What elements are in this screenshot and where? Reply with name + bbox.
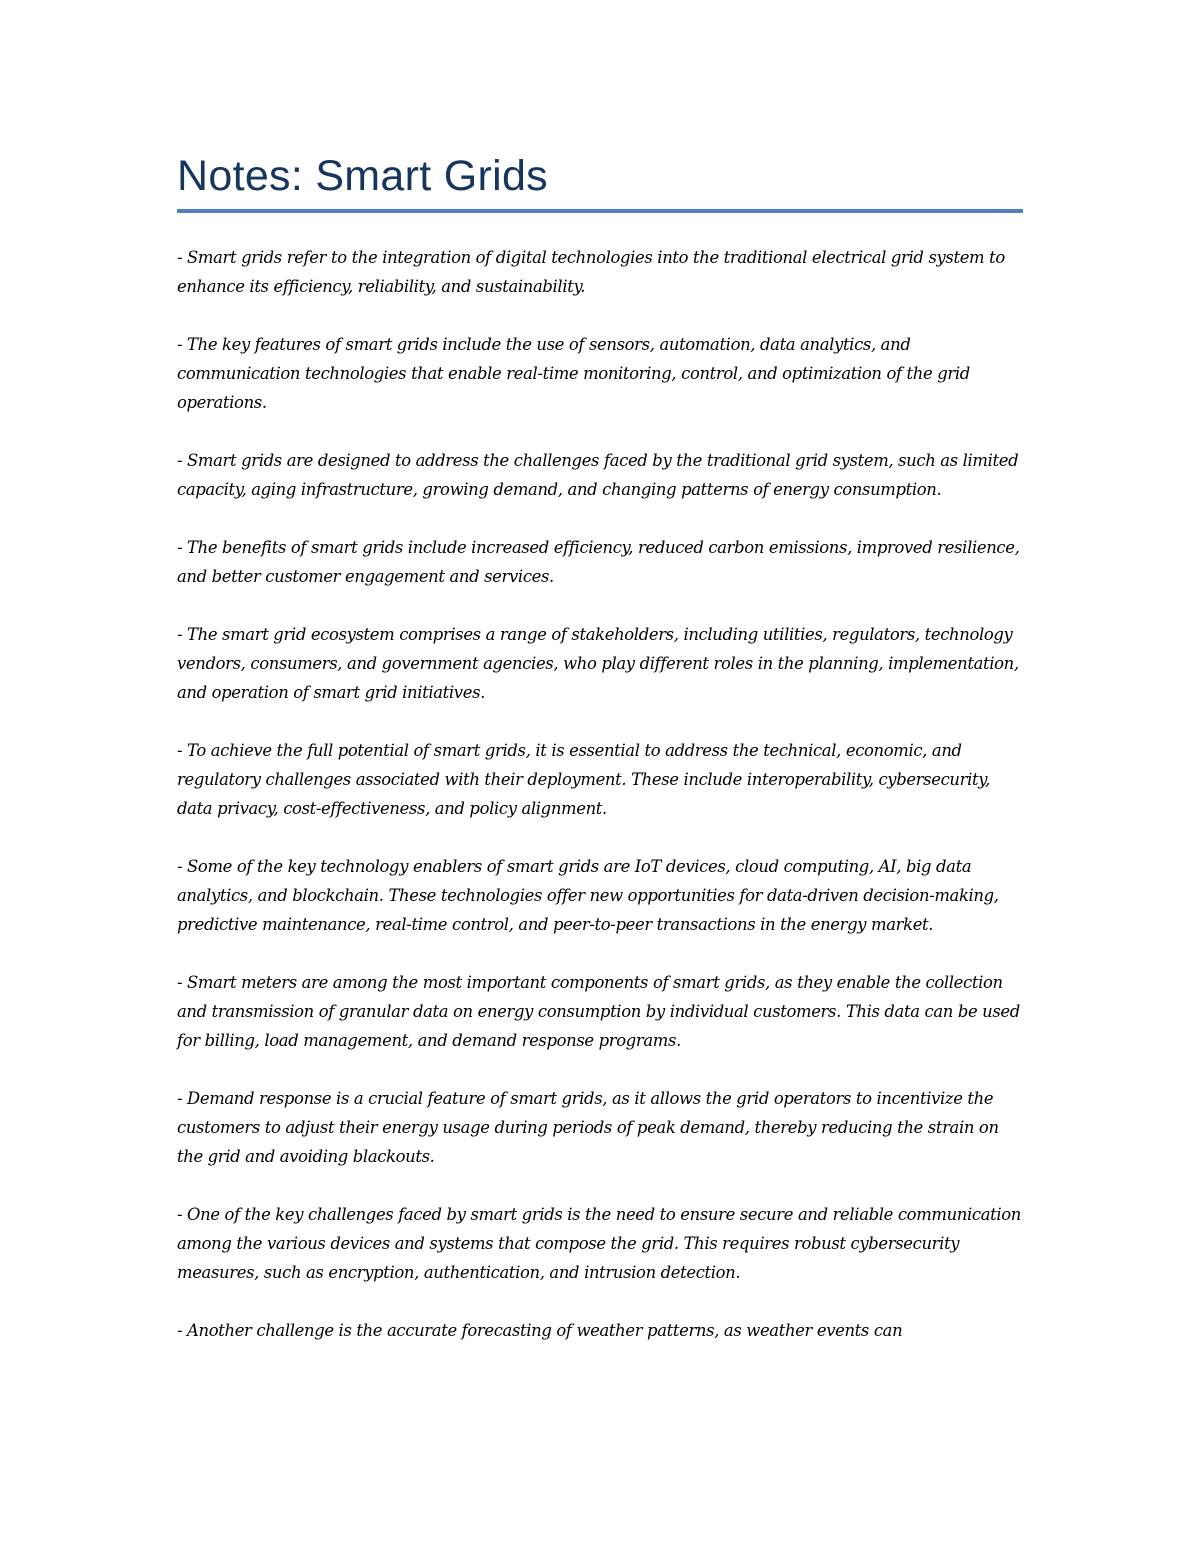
note-paragraph: - To achieve the full potential of smart grids, it is essential to address the technical, economic, and regulatory challenges associated with their deployment. These include interoperability, cybersecurity, data privacy, cost-effectiveness, and policy alignment. — [177, 741, 990, 818]
page-title: Notes: Smart Grids — [177, 152, 548, 200]
note-paragraph: - The smart grid ecosystem comprises a range of stakeholders, including utilities, regulators, technology vendors, consumers, and government agencies, who play different roles in the planning, implementation, and operation of smart grid initiatives. — [177, 625, 1019, 702]
note-paragraph: - Smart grids refer to the integration of digital technologies into the traditional electrical grid system to enhance its efficiency, reliability, and sustainability. — [177, 248, 1005, 296]
note-paragraph: - The key features of smart grids include the use of sensors, automation, data analytics, and communication technologies that enable real-time monitoring, control, and optimization of the grid operations. — [177, 335, 970, 412]
title-underline-rule — [177, 209, 1023, 213]
note-paragraph: - Another challenge is the accurate forecasting of weather patterns, as weather events can — [177, 1321, 903, 1340]
notes-list — [177, 243, 1023, 1345]
page-content — [177, 148, 1023, 1374]
note-paragraph: - One of the key challenges faced by smart grids is the need to ensure secure and reliable communication among the various devices and systems that compose the grid. This requires robust cybersecurity measures, such as encryption, authentication, and intrusion detection. — [177, 1205, 1021, 1282]
note-paragraph: - Demand response is a crucial feature of smart grids, as it allows the grid operators to incentivize the customers to adjust their energy usage during periods of peak demand, thereby reducing the strain on the grid and avoiding blackouts. — [177, 1089, 999, 1166]
note-paragraph: - Smart grids are designed to address the challenges faced by the traditional grid system, such as limited capacity, aging infrastructure, growing demand, and changing patterns of energy consumption. — [177, 451, 1019, 499]
note-paragraph: - Some of the key technology enablers of smart grids are IoT devices, cloud computing, AI, big data analytics, and blockchain. These technologies offer new opportunities for data-driven decision-making, predictive maintenance, real-time control, and peer-to-peer transactions in the energy market. — [177, 857, 999, 934]
note-paragraph: - Smart meters are among the most important components of smart grids, as they enable the collection and transmission of granular data on energy consumption by individual customers. This data can be used for billing, load management, and demand response programs. — [177, 973, 1020, 1050]
note-paragraph: - The benefits of smart grids include increased efficiency, reduced carbon emissions, improved resilience, and better customer engagement and services. — [177, 538, 1020, 586]
